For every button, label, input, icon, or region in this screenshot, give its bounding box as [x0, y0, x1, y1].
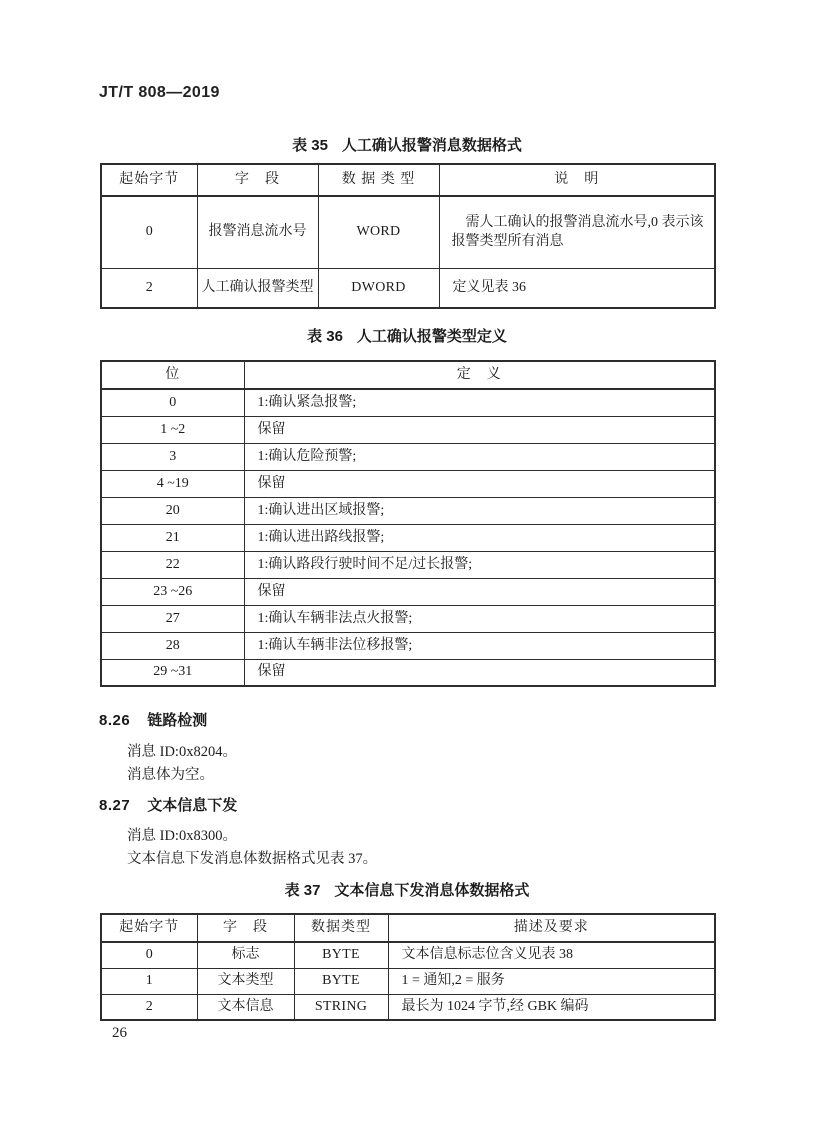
cell-bit: 29 ~31	[101, 659, 244, 686]
table-row	[101, 968, 715, 994]
cell-start-byte: 0	[101, 196, 197, 268]
cell-definition: 1:确认进出区域报警;	[244, 497, 715, 524]
cell-bit: 28	[101, 632, 244, 659]
doc-number: JT/T 808—2019	[99, 84, 220, 101]
cell-definition: 保留	[244, 470, 715, 497]
table-row	[101, 416, 715, 443]
cell-definition: 1:确认进出路线报警;	[244, 524, 715, 551]
table-row	[101, 659, 715, 686]
table-row	[101, 605, 715, 632]
paragraph: 消息体为空。	[127, 767, 214, 783]
table36-caption-number: 表 36	[307, 328, 343, 345]
cell-bit: 3	[101, 443, 244, 470]
cell-bit: 27	[101, 605, 244, 632]
cell-bit: 21	[101, 524, 244, 551]
col-header-field: 字 段	[197, 164, 318, 196]
cell-description: 1 = 通知,2 = 服务	[388, 968, 715, 994]
table-row	[101, 524, 715, 551]
cell-bit: 20	[101, 497, 244, 524]
cell-start-byte: 2	[101, 994, 197, 1020]
section-number: 8.26	[99, 712, 131, 729]
table37-caption-number: 表 37	[284, 882, 321, 899]
table-36	[100, 360, 716, 687]
table-row	[101, 578, 715, 605]
table-35	[100, 163, 716, 309]
cell-data-type: BYTE	[294, 968, 388, 994]
table37-caption	[100, 879, 714, 900]
table-row	[101, 389, 715, 416]
table-row	[101, 497, 715, 524]
section-8-27-heading	[99, 794, 237, 815]
table-header-row	[101, 164, 715, 196]
page-number: 26	[112, 1025, 127, 1041]
cell-data-type: DWORD	[318, 268, 439, 308]
cell-data-type: BYTE	[294, 942, 388, 968]
table35-caption-number: 表 35	[292, 137, 328, 154]
table37-caption-title: 文本信息下发消息体数据格式	[334, 882, 530, 899]
cell-definition: 1:确认紧急报警;	[244, 389, 715, 416]
table-row	[101, 942, 715, 968]
cell-start-byte: 2	[101, 268, 197, 308]
table35-caption-title: 人工确认报警消息数据格式	[341, 137, 522, 154]
cell-definition: 保留	[244, 659, 715, 686]
cell-bit: 0	[101, 389, 244, 416]
table-row	[101, 470, 715, 497]
paragraph: 文本信息下发消息体数据格式见表 37。	[127, 851, 378, 867]
cell-field: 文本信息	[197, 994, 294, 1020]
table-row	[101, 994, 715, 1020]
cell-description: 最长为 1024 字节,经 GBK 编码	[388, 994, 715, 1020]
cell-description: 定义见表 36	[439, 268, 715, 308]
cell-start-byte: 0	[101, 942, 197, 968]
cell-description: 文本信息标志位含义见表 38	[388, 942, 715, 968]
cell-definition: 1:确认车辆非法点火报警;	[244, 605, 715, 632]
col-header-data-type: 数 据 类 型	[318, 164, 439, 196]
cell-field: 文本类型	[197, 968, 294, 994]
col-header-bit: 位	[101, 361, 244, 389]
table-37	[100, 913, 716, 1021]
col-header-definition: 定 义	[244, 361, 715, 389]
table-header-row	[101, 361, 715, 389]
cell-data-type: STRING	[294, 994, 388, 1020]
cell-field: 报警消息流水号	[197, 196, 318, 268]
col-header-start-byte: 起始字节	[101, 164, 197, 196]
section-8-26-heading	[99, 709, 207, 730]
table-row	[101, 268, 715, 308]
cell-definition: 保留	[244, 578, 715, 605]
section-title: 文本信息下发	[147, 797, 238, 814]
table35-caption	[100, 134, 714, 155]
col-header-field: 字 段	[197, 914, 294, 942]
cell-field: 标志	[197, 942, 294, 968]
table36-caption-title: 人工确认报警类型定义	[356, 328, 507, 345]
paragraph: 消息 ID:0x8204。	[127, 744, 237, 760]
cell-description: 需人工确认的报警消息流水号,0 表示该报警类型所有消息	[439, 196, 715, 268]
table-row	[101, 632, 715, 659]
cell-bit: 4 ~19	[101, 470, 244, 497]
paragraph: 消息 ID:0x8300。	[127, 828, 237, 844]
cell-bit: 22	[101, 551, 244, 578]
section-number: 8.27	[99, 797, 131, 814]
table36-caption	[100, 325, 714, 346]
col-header-description: 说 明	[439, 164, 715, 196]
cell-definition: 1:确认路段行驶时间不足/过长报警;	[244, 551, 715, 578]
cell-data-type: WORD	[318, 196, 439, 268]
col-header-start-byte: 起始字节	[101, 914, 197, 942]
cell-bit: 23 ~26	[101, 578, 244, 605]
col-header-description: 描述及要求	[388, 914, 715, 942]
cell-bit: 1 ~2	[101, 416, 244, 443]
cell-definition: 保留	[244, 416, 715, 443]
table-row	[101, 196, 715, 268]
cell-definition: 1:确认车辆非法位移报警;	[244, 632, 715, 659]
table-header-row	[101, 914, 715, 942]
table-row	[101, 443, 715, 470]
cell-field: 人工确认报警类型	[197, 268, 318, 308]
cell-start-byte: 1	[101, 968, 197, 994]
cell-definition: 1:确认危险预警;	[244, 443, 715, 470]
table-row	[101, 551, 715, 578]
col-header-data-type: 数据类型	[294, 914, 388, 942]
section-title: 链路检测	[147, 712, 208, 729]
